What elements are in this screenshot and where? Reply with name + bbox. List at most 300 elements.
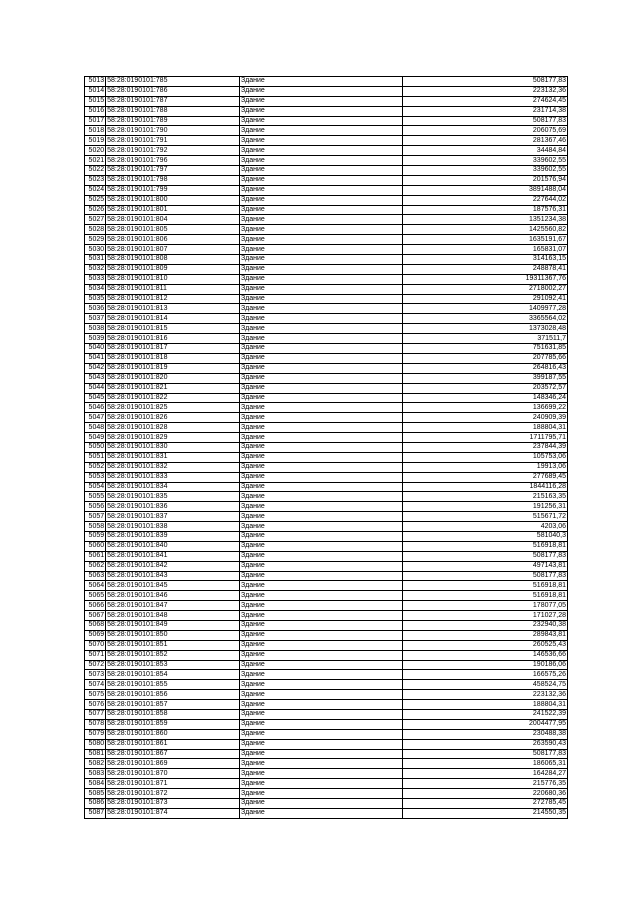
- table-row: [85, 482, 568, 492]
- row-number: 5024: [85, 185, 106, 195]
- cadastral-number: 58:28:0190101:831: [106, 452, 240, 462]
- row-number: 5082: [85, 759, 106, 769]
- object-type: Здание: [239, 442, 402, 452]
- table-row: [85, 383, 568, 393]
- cadastral-number: 58:28:0190101:801: [106, 205, 240, 215]
- cadastral-number: 58:28:0190101:832: [106, 462, 240, 472]
- cadastral-number: 58:28:0190101:808: [106, 255, 240, 265]
- table-row: [85, 660, 568, 670]
- table-row: [85, 759, 568, 769]
- object-type: Здание: [239, 106, 402, 116]
- row-number: 5025: [85, 195, 106, 205]
- cadastral-number: 58:28:0190101:806: [106, 235, 240, 245]
- object-type: Здание: [239, 166, 402, 176]
- cadastral-value: 187576,31: [402, 205, 567, 215]
- table-row: [85, 808, 568, 818]
- cadastral-value: 230488,38: [402, 729, 567, 739]
- row-number: 5014: [85, 86, 106, 96]
- object-type: Здание: [239, 611, 402, 621]
- row-number: 5015: [85, 96, 106, 106]
- cadastral-value: 281367,46: [402, 136, 567, 146]
- object-type: Здание: [239, 274, 402, 284]
- cadastral-number: 58:28:0190101:867: [106, 749, 240, 759]
- cadastral-value: 240909,39: [402, 413, 567, 423]
- table-row: [85, 492, 568, 502]
- cadastral-number: 58:28:0190101:848: [106, 611, 240, 621]
- cadastral-number: 58:28:0190101:852: [106, 650, 240, 660]
- table-row: [85, 423, 568, 433]
- object-type: Здание: [239, 383, 402, 393]
- table-row: [85, 769, 568, 779]
- row-number: 5023: [85, 175, 106, 185]
- table-row: [85, 205, 568, 215]
- row-number: 5052: [85, 462, 106, 472]
- cadastral-value: 508177,83: [402, 571, 567, 581]
- object-type: Здание: [239, 205, 402, 215]
- cadastral-number: 58:28:0190101:815: [106, 324, 240, 334]
- row-number: 5046: [85, 403, 106, 413]
- row-number: 5018: [85, 126, 106, 136]
- row-number: 5059: [85, 531, 106, 541]
- cadastral-value: 339602,55: [402, 156, 567, 166]
- table-row: [85, 255, 568, 265]
- row-number: 5047: [85, 413, 106, 423]
- table-row: [85, 324, 568, 334]
- table-row: [85, 245, 568, 255]
- table-row: [85, 344, 568, 354]
- cadastral-value: 516918,81: [402, 541, 567, 551]
- cadastral-number: 58:28:0190101:858: [106, 710, 240, 720]
- cadastral-number: 58:28:0190101:869: [106, 759, 240, 769]
- cadastral-value: 516918,81: [402, 591, 567, 601]
- cadastral-number: 58:28:0190101:786: [106, 86, 240, 96]
- row-number: 5076: [85, 700, 106, 710]
- cadastral-value: 1425560,82: [402, 225, 567, 235]
- cadastral-number: 58:28:0190101:837: [106, 512, 240, 522]
- row-number: 5086: [85, 799, 106, 809]
- table-row: [85, 433, 568, 443]
- object-type: Здание: [239, 739, 402, 749]
- row-number: 5020: [85, 146, 106, 156]
- cadastral-value: 164284,27: [402, 769, 567, 779]
- object-type: Здание: [239, 581, 402, 591]
- cadastral-number: 58:28:0190101:819: [106, 363, 240, 373]
- cadastral-value: 186065,31: [402, 759, 567, 769]
- cadastral-number: 58:28:0190101:788: [106, 106, 240, 116]
- cadastral-number: 58:28:0190101:826: [106, 413, 240, 423]
- cadastral-value: 19311367,76: [402, 274, 567, 284]
- object-type: Здание: [239, 225, 402, 235]
- cadastral-number: 58:28:0190101:834: [106, 482, 240, 492]
- cadastral-value: 1351234,38: [402, 215, 567, 225]
- object-type: Здание: [239, 324, 402, 334]
- object-type: Здание: [239, 126, 402, 136]
- object-type: Здание: [239, 601, 402, 611]
- object-type: Здание: [239, 284, 402, 294]
- cadastral-value: 516918,81: [402, 581, 567, 591]
- cadastral-value: 166575,26: [402, 670, 567, 680]
- cadastral-number: 58:28:0190101:796: [106, 156, 240, 166]
- row-number: 5039: [85, 334, 106, 344]
- cadastral-value: 215776,35: [402, 779, 567, 789]
- cadastral-value: 190186,06: [402, 660, 567, 670]
- row-number: 5054: [85, 482, 106, 492]
- row-number: 5069: [85, 630, 106, 640]
- cadastral-number: 58:28:0190101:870: [106, 769, 240, 779]
- cadastral-number: 58:28:0190101:833: [106, 472, 240, 482]
- row-number: 5013: [85, 77, 106, 87]
- cadastral-value: 201576,94: [402, 175, 567, 185]
- cadastral-number: 58:28:0190101:790: [106, 126, 240, 136]
- row-number: 5067: [85, 611, 106, 621]
- table-row: [85, 561, 568, 571]
- cadastral-value: 232940,38: [402, 620, 567, 630]
- cadastral-number: 58:28:0190101:872: [106, 789, 240, 799]
- table-row: [85, 264, 568, 274]
- cadastral-value: 4203,06: [402, 522, 567, 532]
- cadastral-value: 34484,84: [402, 146, 567, 156]
- cadastral-value: 1635191,67: [402, 235, 567, 245]
- cadastral-number: 58:28:0190101:847: [106, 601, 240, 611]
- table-row: [85, 710, 568, 720]
- cadastral-value: 188804,31: [402, 423, 567, 433]
- cadastral-number: 58:28:0190101:817: [106, 344, 240, 354]
- cadastral-number: 58:28:0190101:812: [106, 294, 240, 304]
- registry-table-body: [85, 77, 568, 819]
- row-number: 5068: [85, 620, 106, 630]
- table-row: [85, 413, 568, 423]
- table-row: [85, 195, 568, 205]
- cadastral-number: 58:28:0190101:871: [106, 779, 240, 789]
- cadastral-value: 264816,43: [402, 363, 567, 373]
- object-type: Здание: [239, 403, 402, 413]
- cadastral-value: 165831,07: [402, 245, 567, 255]
- object-type: Здание: [239, 373, 402, 383]
- row-number: 5027: [85, 215, 106, 225]
- cadastral-value: 19913,06: [402, 462, 567, 472]
- cadastral-value: 215163,35: [402, 492, 567, 502]
- cadastral-number: 58:28:0190101:816: [106, 334, 240, 344]
- row-number: 5051: [85, 452, 106, 462]
- row-number: 5055: [85, 492, 106, 502]
- table-row: [85, 700, 568, 710]
- object-type: Здание: [239, 690, 402, 700]
- table-row: [85, 680, 568, 690]
- object-type: Здание: [239, 136, 402, 146]
- cadastral-number: 58:28:0190101:797: [106, 166, 240, 176]
- row-number: 5085: [85, 789, 106, 799]
- table-row: [85, 462, 568, 472]
- cadastral-value: 231714,38: [402, 106, 567, 116]
- row-number: 5029: [85, 235, 106, 245]
- table-row: [85, 581, 568, 591]
- table-row: [85, 591, 568, 601]
- cadastral-value: 220680,36: [402, 789, 567, 799]
- row-number: 5031: [85, 255, 106, 265]
- object-type: Здание: [239, 304, 402, 314]
- object-type: Здание: [239, 452, 402, 462]
- cadastral-value: 223132,36: [402, 690, 567, 700]
- row-number: 5042: [85, 363, 106, 373]
- row-number: 5087: [85, 808, 106, 818]
- object-type: Здание: [239, 146, 402, 156]
- table-row: [85, 373, 568, 383]
- cadastral-value: 1409977,28: [402, 304, 567, 314]
- object-type: Здание: [239, 700, 402, 710]
- table-row: [85, 393, 568, 403]
- object-type: Здание: [239, 551, 402, 561]
- table-row: [85, 690, 568, 700]
- table-row: [85, 779, 568, 789]
- object-type: Здание: [239, 314, 402, 324]
- object-type: Здание: [239, 630, 402, 640]
- cadastral-number: 58:28:0190101:792: [106, 146, 240, 156]
- object-type: Здание: [239, 86, 402, 96]
- cadastral-value: 178077,05: [402, 601, 567, 611]
- cadastral-value: 241522,39: [402, 710, 567, 720]
- cadastral-number: 58:28:0190101:857: [106, 700, 240, 710]
- row-number: 5030: [85, 245, 106, 255]
- cadastral-number: 58:28:0190101:789: [106, 116, 240, 126]
- object-type: Здание: [239, 541, 402, 551]
- cadastral-value: 272785,45: [402, 799, 567, 809]
- row-number: 5021: [85, 156, 106, 166]
- cadastral-number: 58:28:0190101:860: [106, 729, 240, 739]
- row-number: 5043: [85, 373, 106, 383]
- object-type: Здание: [239, 334, 402, 344]
- object-type: Здание: [239, 531, 402, 541]
- object-type: Здание: [239, 462, 402, 472]
- object-type: Здание: [239, 710, 402, 720]
- cadastral-value: 248878,41: [402, 264, 567, 274]
- table-row: [85, 789, 568, 799]
- object-type: Здание: [239, 433, 402, 443]
- row-number: 5079: [85, 729, 106, 739]
- cadastral-value: 188804,31: [402, 700, 567, 710]
- cadastral-value: 581040,3: [402, 531, 567, 541]
- row-number: 5072: [85, 660, 106, 670]
- row-number: 5056: [85, 502, 106, 512]
- cadastral-number: 58:28:0190101:849: [106, 620, 240, 630]
- cadastral-value: 751631,85: [402, 344, 567, 354]
- cadastral-number: 58:28:0190101:825: [106, 403, 240, 413]
- object-type: Здание: [239, 185, 402, 195]
- cadastral-number: 58:28:0190101:861: [106, 739, 240, 749]
- cadastral-number: 58:28:0190101:845: [106, 581, 240, 591]
- cadastral-value: 515671,72: [402, 512, 567, 522]
- object-type: Здание: [239, 680, 402, 690]
- object-type: Здание: [239, 650, 402, 660]
- table-row: [85, 136, 568, 146]
- cadastral-value: 146536,66: [402, 650, 567, 660]
- table-row: [85, 640, 568, 650]
- table-row: [85, 235, 568, 245]
- table-row: [85, 274, 568, 284]
- table-row: [85, 126, 568, 136]
- object-type: Здание: [239, 156, 402, 166]
- row-number: 5073: [85, 670, 106, 680]
- row-number: 5058: [85, 522, 106, 532]
- cadastral-value: 314163,15: [402, 255, 567, 265]
- cadastral-value: 3365564,02: [402, 314, 567, 324]
- object-type: Здание: [239, 522, 402, 532]
- table-row: [85, 185, 568, 195]
- cadastral-number: 58:28:0190101:799: [106, 185, 240, 195]
- row-number: 5036: [85, 304, 106, 314]
- cadastral-value: 508177,83: [402, 116, 567, 126]
- cadastral-value: 508177,83: [402, 749, 567, 759]
- cadastral-value: 458524,75: [402, 680, 567, 690]
- row-number: 5084: [85, 779, 106, 789]
- table-row: [85, 650, 568, 660]
- cadastral-value: 171027,28: [402, 611, 567, 621]
- table-row: [85, 363, 568, 373]
- table-row: [85, 175, 568, 185]
- object-type: Здание: [239, 294, 402, 304]
- table-row: [85, 294, 568, 304]
- row-number: 5066: [85, 601, 106, 611]
- row-number: 5035: [85, 294, 106, 304]
- object-type: Здание: [239, 472, 402, 482]
- cadastral-value: 207785,66: [402, 353, 567, 363]
- object-type: Здание: [239, 235, 402, 245]
- table-row: [85, 106, 568, 116]
- cadastral-number: 58:28:0190101:807: [106, 245, 240, 255]
- row-number: 5074: [85, 680, 106, 690]
- object-type: Здание: [239, 96, 402, 106]
- cadastral-number: 58:28:0190101:828: [106, 423, 240, 433]
- object-type: Здание: [239, 116, 402, 126]
- cadastral-number: 58:28:0190101:810: [106, 274, 240, 284]
- object-type: Здание: [239, 799, 402, 809]
- cadastral-number: 58:28:0190101:836: [106, 502, 240, 512]
- cadastral-number: 58:28:0190101:787: [106, 96, 240, 106]
- row-number: 5033: [85, 274, 106, 284]
- table-row: [85, 551, 568, 561]
- table-row: [85, 502, 568, 512]
- row-number: 5053: [85, 472, 106, 482]
- cadastral-number: 58:28:0190101:873: [106, 799, 240, 809]
- row-number: 5077: [85, 710, 106, 720]
- cadastral-number: 58:28:0190101:859: [106, 719, 240, 729]
- object-type: Здание: [239, 393, 402, 403]
- table-row: [85, 512, 568, 522]
- table-row: [85, 452, 568, 462]
- cadastral-value: 260525,43: [402, 640, 567, 650]
- object-type: Здание: [239, 640, 402, 650]
- cadastral-number: 58:28:0190101:839: [106, 531, 240, 541]
- table-row: [85, 541, 568, 551]
- object-type: Здание: [239, 729, 402, 739]
- cadastral-number: 58:28:0190101:838: [106, 522, 240, 532]
- row-number: 5061: [85, 551, 106, 561]
- cadastral-number: 58:28:0190101:804: [106, 215, 240, 225]
- row-number: 5016: [85, 106, 106, 116]
- object-type: Здание: [239, 620, 402, 630]
- cadastral-value: 148346,24: [402, 393, 567, 403]
- cadastral-value: 289843,81: [402, 630, 567, 640]
- table-row: [85, 472, 568, 482]
- table-row: [85, 630, 568, 640]
- object-type: Здание: [239, 245, 402, 255]
- table-row: [85, 729, 568, 739]
- table-row: [85, 284, 568, 294]
- object-type: Здание: [239, 175, 402, 185]
- table-row: [85, 611, 568, 621]
- table-row: [85, 215, 568, 225]
- cadastral-number: 58:28:0190101:842: [106, 561, 240, 571]
- cadastral-value: 105753,06: [402, 452, 567, 462]
- object-type: Здание: [239, 423, 402, 433]
- object-type: Здание: [239, 769, 402, 779]
- cadastral-registry-table: [84, 76, 568, 819]
- table-row: [85, 531, 568, 541]
- cadastral-value: 227644,02: [402, 195, 567, 205]
- cadastral-number: 58:28:0190101:805: [106, 225, 240, 235]
- object-type: Здание: [239, 492, 402, 502]
- cadastral-number: 58:28:0190101:830: [106, 442, 240, 452]
- cadastral-value: 277689,45: [402, 472, 567, 482]
- object-type: Здание: [239, 363, 402, 373]
- row-number: 5041: [85, 353, 106, 363]
- cadastral-value: 237844,39: [402, 442, 567, 452]
- cadastral-value: 136699,22: [402, 403, 567, 413]
- cadastral-number: 58:28:0190101:850: [106, 630, 240, 640]
- row-number: 5071: [85, 650, 106, 660]
- cadastral-number: 58:28:0190101:841: [106, 551, 240, 561]
- table-row: [85, 799, 568, 809]
- cadastral-value: 274624,45: [402, 96, 567, 106]
- table-row: [85, 403, 568, 413]
- cadastral-value: 1373028,48: [402, 324, 567, 334]
- table-row: [85, 146, 568, 156]
- table-row: [85, 620, 568, 630]
- row-number: 5075: [85, 690, 106, 700]
- cadastral-value: 399187,55: [402, 373, 567, 383]
- object-type: Здание: [239, 502, 402, 512]
- cadastral-number: 58:28:0190101:822: [106, 393, 240, 403]
- cadastral-number: 58:28:0190101:829: [106, 433, 240, 443]
- table-row: [85, 156, 568, 166]
- object-type: Здание: [239, 482, 402, 492]
- cadastral-value: 2718002,27: [402, 284, 567, 294]
- object-type: Здание: [239, 264, 402, 274]
- cadastral-number: 58:28:0190101:820: [106, 373, 240, 383]
- object-type: Здание: [239, 195, 402, 205]
- row-number: 5040: [85, 344, 106, 354]
- row-number: 5048: [85, 423, 106, 433]
- object-type: Здание: [239, 353, 402, 363]
- cadastral-number: 58:28:0190101:800: [106, 195, 240, 205]
- row-number: 5044: [85, 383, 106, 393]
- row-number: 5038: [85, 324, 106, 334]
- cadastral-value: 2004477,95: [402, 719, 567, 729]
- object-type: Здание: [239, 660, 402, 670]
- cadastral-number: 58:28:0190101:856: [106, 690, 240, 700]
- cadastral-number: 58:28:0190101:874: [106, 808, 240, 818]
- table-row: [85, 442, 568, 452]
- row-number: 5078: [85, 719, 106, 729]
- cadastral-value: 497143,81: [402, 561, 567, 571]
- row-number: 5022: [85, 166, 106, 176]
- object-type: Здание: [239, 749, 402, 759]
- row-number: 5063: [85, 571, 106, 581]
- cadastral-number: 58:28:0190101:840: [106, 541, 240, 551]
- table-row: [85, 719, 568, 729]
- cadastral-number: 58:28:0190101:851: [106, 640, 240, 650]
- row-number: 5080: [85, 739, 106, 749]
- cadastral-number: 58:28:0190101:853: [106, 660, 240, 670]
